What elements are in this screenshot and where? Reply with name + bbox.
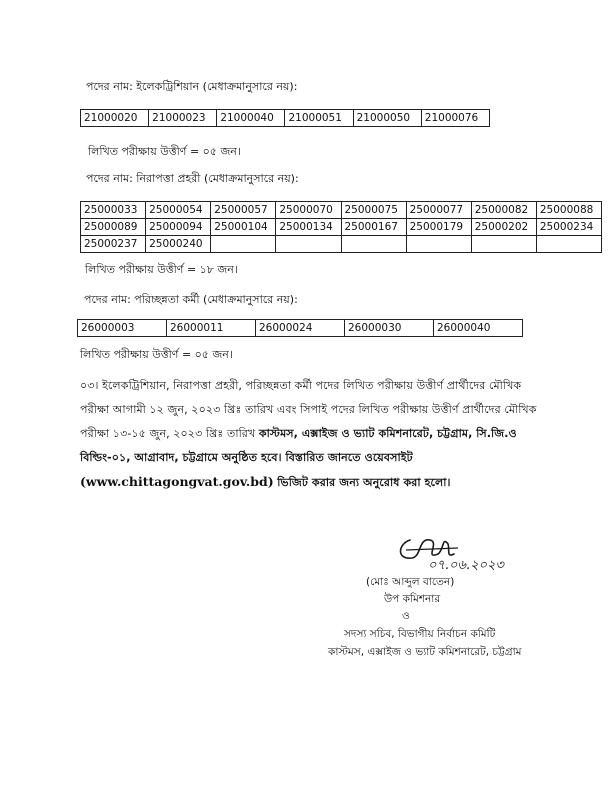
signature-date: ০৭.০৬.২০২৩ bbox=[428, 558, 504, 573]
roll-number-cell: 25000075 bbox=[341, 202, 406, 219]
passed-count-electrician: লিখিত পরীক্ষায় উত্তীর্ণ = ০৫ জন। bbox=[88, 145, 241, 158]
roll-number-cell: 25000089 bbox=[81, 219, 146, 236]
roll-number-cell: 25000104 bbox=[211, 219, 276, 236]
roll-number-cell: 25000094 bbox=[146, 219, 211, 236]
roll-number-cell: 25000082 bbox=[471, 202, 536, 219]
roll-number-cell bbox=[341, 236, 406, 253]
roll-number-cell: 26000003 bbox=[78, 320, 167, 337]
table-row bbox=[78, 320, 523, 337]
passed-count-cleaner: লিখিত পরীক্ষায় উত্তীর্ণ = ০৫ জন। bbox=[80, 348, 233, 361]
roll-number-cell: 26000011 bbox=[167, 320, 256, 337]
section-title-security-guard: পদের নাম: নিরাপত্তা প্রহরী (মেধাক্রমানুসারে নয়): bbox=[86, 172, 299, 185]
roll-number-cell: 21000050 bbox=[353, 110, 421, 127]
roll-number-cell: 25000179 bbox=[406, 219, 471, 236]
roll-table-electrician bbox=[80, 109, 490, 127]
roll-number-cell: 25000134 bbox=[276, 219, 341, 236]
roll-number-cell: 21000020 bbox=[81, 110, 149, 127]
section-title-cleaner: পদের নাম: পরিচ্ছন্নতা কর্মী (মেধাক্রমানুসারে নয়): bbox=[84, 293, 298, 306]
roll-number-cell: 21000051 bbox=[285, 110, 353, 127]
signatory-name: (মোঃ আব্দুল বাতেন) bbox=[366, 576, 455, 588]
table-row bbox=[81, 219, 602, 236]
section-title-electrician: পদের নাম: ইলেকট্রিশিয়ান (মেধাক্রমানুসারে নয়): bbox=[86, 80, 298, 93]
roll-number-cell: 25000167 bbox=[341, 219, 406, 236]
roll-number-cell: 25000054 bbox=[146, 202, 211, 219]
signatory-role: সদস্য সচিব, বিভাগীয় নির্বাচন কমিটি bbox=[344, 628, 496, 640]
notice-paragraph bbox=[80, 374, 550, 495]
roll-number-cell: 25000033 bbox=[81, 202, 146, 219]
roll-number-cell bbox=[536, 236, 601, 253]
roll-number-cell bbox=[211, 236, 276, 253]
signatory-designation: উপ কমিশনার bbox=[384, 593, 441, 605]
table-row bbox=[81, 202, 602, 219]
signatory-office: কাস্টমস, এক্সাইজ ও ভ্যাট কমিশনারেট, চট্টগ্রাম bbox=[328, 646, 522, 658]
notice-text: ০৩। ইলেকট্রিশিয়ান, নিরাপত্তা প্রহরী, পরিচ্ছন্নতা কর্মী পদের লিখিত পরীক্ষায় উত্তীর্ণ প্রার্থীদের মৌখিক পরীক্ষা আগামী ১২ জুন, ২০২৩ খ্রিঃ তারিখ এবং সিপাই পদের লিখিত পরীক্ষায় উত্তীর্ণ প্রার্থীদের মৌখিক পরীক্ষা ১৩-১৫ জুন, ২০২৩ খ্রিঃ তারিখ bbox=[80, 379, 537, 440]
roll-number-cell: 21000023 bbox=[149, 110, 217, 127]
roll-table-cleaner bbox=[77, 319, 523, 337]
roll-number-cell: 25000237 bbox=[81, 236, 146, 253]
passed-count-security-guard: লিখিত পরীক্ষায় উত্তীর্ণ = ১৮ জন। bbox=[85, 263, 238, 276]
roll-number-cell: 25000070 bbox=[276, 202, 341, 219]
roll-number-cell: 25000088 bbox=[536, 202, 601, 219]
roll-number-cell: 26000030 bbox=[345, 320, 434, 337]
notice-closing: ভিজিট করার জন্য অনুরোধ করা হলো। bbox=[277, 476, 451, 489]
roll-number-cell: 25000234 bbox=[536, 219, 601, 236]
roll-number-cell: 26000040 bbox=[434, 320, 523, 337]
notice-venue: কাস্টমস, এক্সাইজ ও ভ্যাট কমিশনারেট, চট্টগ্রাম, সি.জি.ও বিল্ডিং-০১, আগ্রাবাদ, চট্টগ্রামে অনুষ্ঠিত হবে। বিস্তারিত জানতে ওয়েবসাইট bbox=[80, 427, 517, 464]
roll-number-cell: 25000077 bbox=[406, 202, 471, 219]
table-row bbox=[81, 110, 490, 127]
roll-number-cell bbox=[406, 236, 471, 253]
table-row bbox=[81, 236, 602, 253]
roll-number-cell: 26000024 bbox=[256, 320, 345, 337]
roll-number-cell: 21000040 bbox=[217, 110, 285, 127]
roll-number-cell bbox=[471, 236, 536, 253]
website-link[interactable]: (www.chittagongvat.gov.bd) bbox=[80, 474, 274, 489]
roll-number-cell: 25000057 bbox=[211, 202, 276, 219]
roll-number-cell: 21000076 bbox=[421, 110, 489, 127]
roll-table-security-guard bbox=[80, 201, 602, 253]
roll-number-cell: 25000202 bbox=[471, 219, 536, 236]
roll-number-cell bbox=[276, 236, 341, 253]
signatory-conjunction: ও bbox=[402, 610, 410, 622]
roll-number-cell: 25000240 bbox=[146, 236, 211, 253]
